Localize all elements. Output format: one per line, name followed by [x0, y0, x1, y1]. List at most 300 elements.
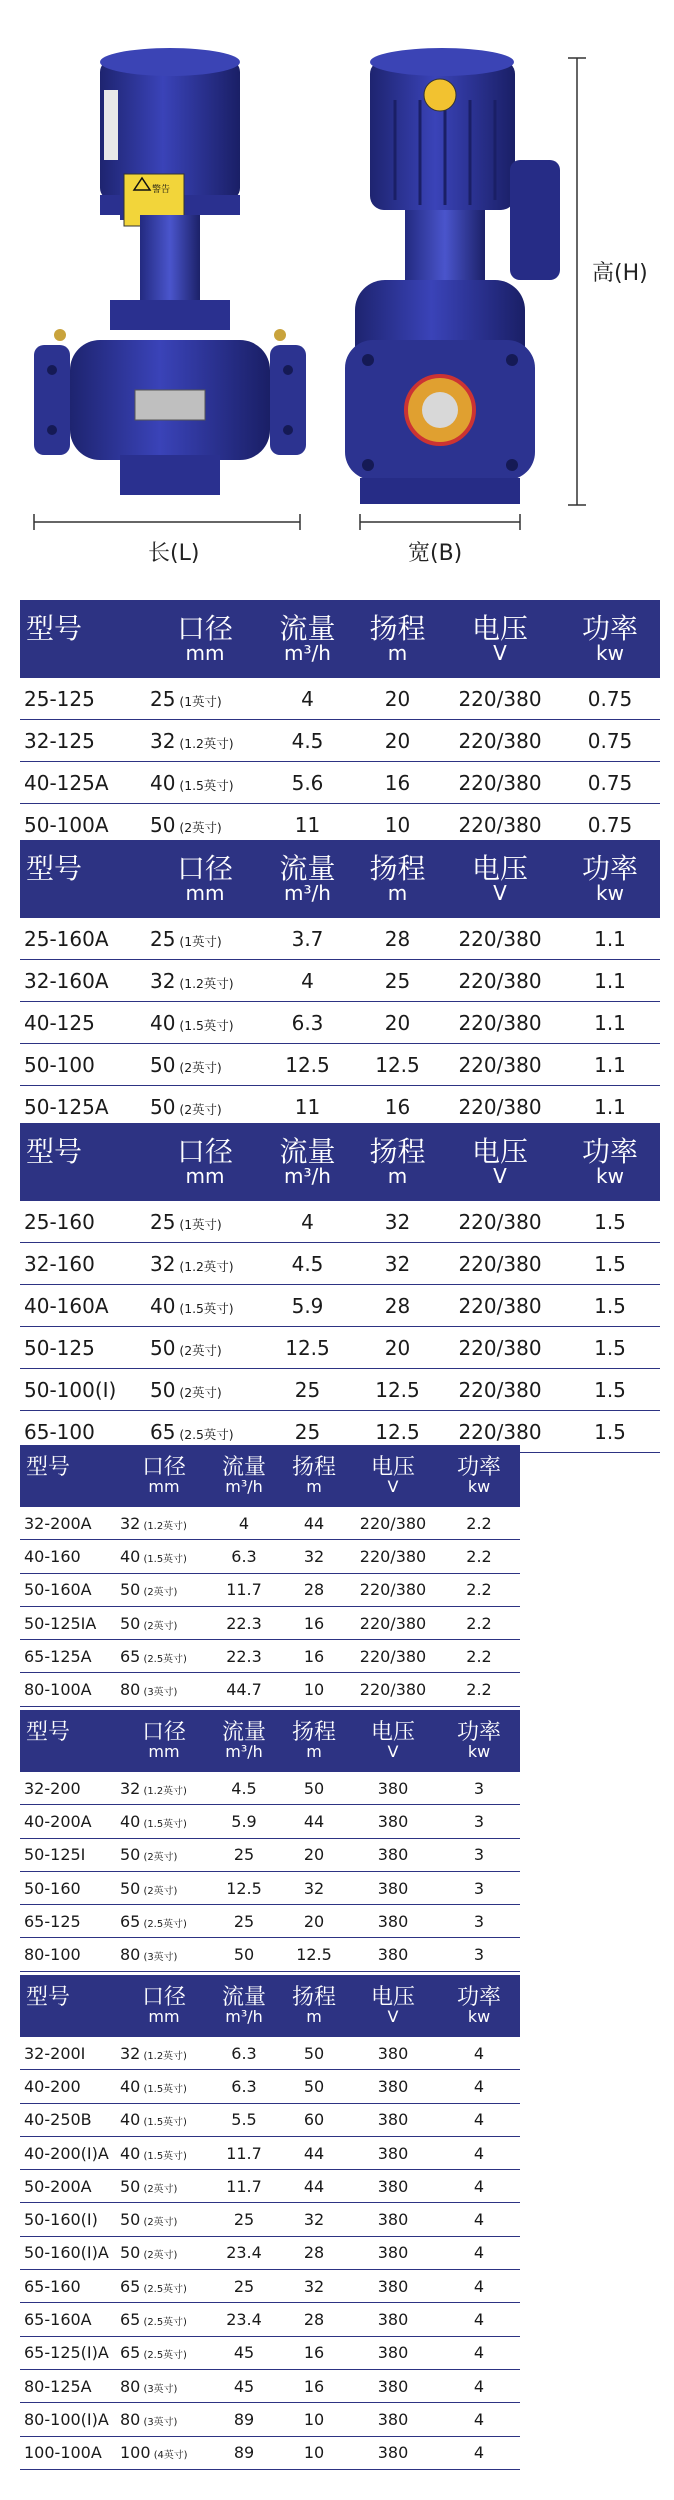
cell-head: 28 — [280, 2236, 348, 2269]
column-header-voltage-label: 电压 — [370, 1720, 415, 1746]
cell-flow: 22.3 — [208, 1640, 280, 1673]
cell-flow: 50 — [208, 1938, 280, 1971]
height-dimension-line — [568, 58, 586, 505]
cell-power: 1.5 — [560, 1411, 660, 1453]
cell-diameter-inch: (1.5英寸) — [140, 1553, 187, 1565]
column-header-flow-unit: m³/h — [225, 1742, 263, 1762]
cell-diameter-value: 32 — [150, 968, 176, 993]
cell-diameter-inch: (1.2英寸) — [175, 1258, 234, 1274]
cell-flow: 25 — [208, 2203, 280, 2236]
column-header-flow — [208, 1445, 280, 1507]
column-header-model-label: 型号 — [26, 611, 83, 645]
table-row — [20, 1772, 520, 1805]
cell-voltage: 220/380 — [440, 762, 560, 804]
cell-diameter — [120, 1838, 208, 1871]
column-header-flow-unit: m³/h — [225, 1477, 263, 1497]
cell-power: 1.5 — [560, 1201, 660, 1243]
table-row — [20, 2369, 520, 2402]
cell-diameter — [120, 1805, 208, 1838]
cell-flow: 4.5 — [260, 720, 355, 762]
column-header-head-label: 扬程 — [291, 1720, 336, 1746]
column-header-head — [280, 1710, 348, 1772]
cell-voltage: 220/380 — [440, 1327, 560, 1369]
cell-voltage: 220/380 — [440, 720, 560, 762]
cell-diameter — [120, 2070, 208, 2103]
cell-voltage: 220/380 — [440, 1086, 560, 1128]
cell-flow: 25 — [208, 1838, 280, 1871]
cell-diameter — [120, 2403, 208, 2436]
column-header-flow-label: 流量 — [279, 851, 336, 885]
cell-power: 3 — [438, 1838, 520, 1871]
cell-diameter-value: 50 — [120, 1580, 141, 1600]
cell-voltage: 380 — [348, 1805, 438, 1838]
cell-diameter-inch: (1.2英寸) — [140, 2050, 187, 2062]
cell-power: 2.2 — [438, 1606, 520, 1639]
column-header-power — [560, 600, 660, 678]
cell-model: 65-160A — [20, 2303, 120, 2336]
cell-diameter-inch: (2英寸) — [175, 1059, 222, 1075]
spec-table — [20, 1710, 520, 1972]
cell-diameter-inch: (2.5英寸) — [140, 1918, 187, 1930]
cell-voltage: 380 — [348, 2270, 438, 2303]
cell-power: 4 — [438, 2203, 520, 2236]
length-label: 长(L) — [148, 541, 200, 566]
warning-label-text: 警告 — [152, 185, 171, 195]
column-header-head-unit: m — [387, 1164, 408, 1189]
column-header-flow — [208, 1975, 280, 2037]
cell-power: 4 — [438, 2236, 520, 2269]
cell-flow: 3.7 — [260, 918, 355, 960]
column-header-diameter — [150, 840, 260, 918]
cell-power: 1.1 — [560, 1002, 660, 1044]
cell-diameter-inch: (1.5英寸) — [175, 1017, 234, 1033]
cell-head: 50 — [280, 1772, 348, 1805]
column-header-voltage — [348, 1975, 438, 2037]
cell-power: 4 — [438, 2170, 520, 2203]
cell-voltage: 220/380 — [440, 1002, 560, 1044]
cell-voltage: 220/380 — [348, 1640, 438, 1673]
cell-head: 20 — [355, 1002, 440, 1044]
column-header-model — [20, 1975, 120, 2037]
cell-flow: 6.3 — [208, 2070, 280, 2103]
cell-diameter — [150, 678, 260, 720]
pump-side-view — [345, 48, 560, 504]
column-header-flow-label: 流量 — [279, 1134, 336, 1168]
column-header-head-unit: m — [306, 2007, 322, 2027]
column-header-head — [355, 1123, 440, 1201]
cell-diameter-value: 50 — [150, 1094, 176, 1119]
column-header-power-unit: kw — [467, 1742, 491, 1762]
cell-diameter-value: 65 — [120, 2310, 141, 2330]
cell-voltage: 380 — [348, 2403, 438, 2436]
cell-voltage: 220/380 — [440, 1201, 560, 1243]
column-header-voltage — [440, 840, 560, 918]
table-row — [20, 2037, 520, 2070]
cell-diameter-value: 40 — [150, 1010, 176, 1035]
cell-head: 12.5 — [355, 1369, 440, 1411]
cell-diameter-inch: (2英寸) — [175, 819, 222, 835]
cell-power: 4 — [438, 2369, 520, 2402]
cell-model: 50-160A — [20, 1573, 120, 1606]
cell-power: 1.1 — [560, 1044, 660, 1086]
column-header-diameter-unit: mm — [148, 1742, 180, 1762]
cell-diameter — [150, 1086, 260, 1128]
cell-diameter-inch: (2英寸) — [140, 1620, 178, 1632]
cell-flow: 6.3 — [260, 1002, 355, 1044]
cell-diameter-inch: (1.5英寸) — [175, 1300, 234, 1316]
cell-power: 0.75 — [560, 804, 660, 846]
cell-head: 16 — [355, 1086, 440, 1128]
cell-diameter-inch: (1.5英寸) — [140, 2150, 187, 2162]
cell-voltage: 380 — [348, 2436, 438, 2469]
cell-voltage: 220/380 — [440, 1243, 560, 1285]
cell-head: 10 — [280, 2436, 348, 2469]
cell-flow: 4 — [260, 1201, 355, 1243]
cell-model: 50-160 — [20, 1871, 120, 1904]
cell-head: 10 — [355, 804, 440, 846]
cell-power: 3 — [438, 1938, 520, 1971]
cell-head: 44 — [280, 1805, 348, 1838]
column-header-voltage-unit: V — [387, 2007, 399, 2027]
cell-diameter-value: 32 — [120, 2043, 141, 2063]
cell-diameter — [120, 2336, 208, 2369]
table-row — [20, 1201, 660, 1243]
cell-power: 3 — [438, 1871, 520, 1904]
cell-diameter-value: 32 — [150, 728, 176, 753]
table-row — [20, 2336, 520, 2369]
cell-diameter — [120, 1606, 208, 1639]
cell-flow: 12.5 — [208, 1871, 280, 1904]
cell-voltage: 220/380 — [440, 1369, 560, 1411]
cell-model: 65-125(I)A — [20, 2336, 120, 2369]
cell-head: 12.5 — [355, 1411, 440, 1453]
cell-model: 32-160 — [20, 1243, 150, 1285]
cell-flow: 11.7 — [208, 2170, 280, 2203]
column-header-diameter-label: 口径 — [176, 851, 233, 885]
cell-diameter — [120, 1673, 208, 1706]
cell-diameter — [150, 1285, 260, 1327]
spec-table — [20, 600, 660, 846]
cell-voltage: 220/380 — [440, 804, 560, 846]
cell-head: 25 — [355, 960, 440, 1002]
cell-diameter — [120, 2037, 208, 2070]
cell-model: 25-160 — [20, 1201, 150, 1243]
cell-diameter-value: 40 — [120, 2076, 141, 2096]
cell-power: 2.2 — [438, 1673, 520, 1706]
cell-diameter-value: 40 — [120, 2143, 141, 2163]
header-spacer — [26, 1479, 120, 1496]
cell-model: 40-125A — [20, 762, 150, 804]
cell-diameter-inch: (2英寸) — [140, 1587, 178, 1599]
cell-voltage: 220/380 — [348, 1673, 438, 1706]
cell-voltage: 380 — [348, 2236, 438, 2269]
table-row — [20, 1507, 520, 1540]
column-header-diameter — [150, 600, 260, 678]
cell-head: 50 — [280, 2070, 348, 2103]
column-header-diameter-label: 口径 — [176, 1134, 233, 1168]
cell-diameter — [120, 1871, 208, 1904]
cell-flow: 5.9 — [208, 1805, 280, 1838]
column-header-head-unit: m — [306, 1477, 322, 1497]
column-header-head — [355, 600, 440, 678]
column-header-head — [280, 1975, 348, 2037]
cell-diameter-value: 50 — [120, 2176, 141, 2196]
cell-diameter-inch: (3英寸) — [140, 1952, 178, 1964]
spec-table — [20, 840, 660, 1128]
cell-diameter — [150, 1327, 260, 1369]
column-header-power — [560, 1123, 660, 1201]
cell-diameter-inch: (2.5英寸) — [140, 2350, 187, 2362]
cell-head: 16 — [355, 762, 440, 804]
column-header-flow-label: 流量 — [279, 611, 336, 645]
cell-flow: 23.4 — [208, 2303, 280, 2336]
cell-model: 50-100A — [20, 804, 150, 846]
cell-model: 32-125 — [20, 720, 150, 762]
cell-power: 2.2 — [438, 1640, 520, 1673]
table-row — [20, 960, 660, 1002]
cell-voltage: 380 — [348, 2203, 438, 2236]
cell-model: 32-200A — [20, 1507, 120, 1540]
cell-model: 40-200 — [20, 2070, 120, 2103]
table-row — [20, 2236, 520, 2269]
cell-diameter-value: 80 — [120, 1680, 141, 1700]
cell-flow: 11 — [260, 1086, 355, 1128]
table-row — [20, 1805, 520, 1838]
cell-flow: 4.5 — [208, 1772, 280, 1805]
table-header-row — [20, 1445, 520, 1507]
column-header-flow-label: 流量 — [221, 1455, 266, 1481]
cell-power: 2.2 — [438, 1573, 520, 1606]
cell-diameter-inch: (2英寸) — [140, 1852, 178, 1864]
cell-voltage: 220/380 — [440, 960, 560, 1002]
cell-model: 32-160A — [20, 960, 150, 1002]
cell-head: 32 — [280, 2203, 348, 2236]
cell-diameter-inch: (1.5英寸) — [175, 777, 234, 793]
column-header-model — [20, 600, 150, 678]
cell-voltage: 380 — [348, 2037, 438, 2070]
spec-table — [20, 1445, 520, 1707]
cell-flow: 4.5 — [260, 1243, 355, 1285]
cell-diameter-inch: (2.5英寸) — [140, 2283, 187, 2295]
cell-flow: 11.7 — [208, 1573, 280, 1606]
cell-diameter — [120, 2303, 208, 2336]
table-row — [20, 1044, 660, 1086]
cell-model: 80-125A — [20, 2369, 120, 2402]
column-header-flow-unit: m³/h — [284, 1164, 331, 1189]
cell-flow: 22.3 — [208, 1606, 280, 1639]
cell-power: 4 — [438, 2270, 520, 2303]
width-dimension-line — [360, 514, 520, 530]
cell-head: 44 — [280, 2136, 348, 2169]
column-header-power-unit: kw — [596, 641, 624, 666]
cell-model: 40-250B — [20, 2103, 120, 2136]
cell-diameter-inch: (2英寸) — [175, 1101, 222, 1117]
column-header-flow — [260, 840, 355, 918]
cell-diameter-value: 32 — [120, 1513, 141, 1533]
cell-model: 50-125A — [20, 1086, 150, 1128]
cell-flow: 45 — [208, 2369, 280, 2402]
table-row — [20, 1285, 660, 1327]
cell-model: 65-160 — [20, 2270, 120, 2303]
cell-voltage: 220/380 — [348, 1606, 438, 1639]
cell-flow: 4 — [260, 678, 355, 720]
table-row — [20, 2170, 520, 2203]
width-label: 宽(B) — [408, 541, 463, 566]
column-header-diameter-unit: mm — [185, 641, 225, 666]
cell-diameter — [120, 2170, 208, 2203]
table-header-row — [20, 1710, 520, 1772]
cell-flow: 89 — [208, 2403, 280, 2436]
cell-diameter-inch: (1.2英寸) — [140, 1785, 187, 1797]
cell-diameter-inch: (1.2英寸) — [175, 735, 234, 751]
column-header-model-label: 型号 — [26, 1985, 71, 2011]
column-header-voltage-unit: V — [493, 641, 507, 666]
table-row — [20, 1838, 520, 1871]
cell-flow: 45 — [208, 2336, 280, 2369]
column-header-head-unit: m — [387, 641, 408, 666]
cell-voltage: 380 — [348, 1871, 438, 1904]
column-header-head — [355, 840, 440, 918]
cell-model: 100-100A — [20, 2436, 120, 2469]
cell-diameter-value: 50 — [120, 2210, 141, 2230]
cell-head: 20 — [355, 720, 440, 762]
column-header-voltage-label: 电压 — [471, 611, 528, 645]
column-header-power — [560, 840, 660, 918]
spec-table — [20, 1975, 520, 2470]
cell-voltage: 380 — [348, 2170, 438, 2203]
cell-power: 4 — [438, 2436, 520, 2469]
column-header-model — [20, 840, 150, 918]
column-header-diameter-unit: mm — [185, 1164, 225, 1189]
cell-diameter — [120, 1507, 208, 1540]
cell-voltage: 380 — [348, 2303, 438, 2336]
cell-diameter-inch: (1.2英寸) — [140, 1520, 187, 1532]
cell-head: 16 — [280, 2336, 348, 2369]
cell-diameter-value: 65 — [120, 2276, 141, 2296]
cell-head: 60 — [280, 2103, 348, 2136]
cell-model: 65-125A — [20, 1640, 120, 1673]
cell-power: 1.5 — [560, 1327, 660, 1369]
cell-diameter-value: 80 — [120, 1945, 141, 1965]
column-header-diameter — [120, 1975, 208, 2037]
cell-voltage: 380 — [348, 1838, 438, 1871]
column-header-diameter-unit: mm — [185, 881, 225, 906]
cell-head: 20 — [280, 1838, 348, 1871]
cell-diameter-inch: (1英寸) — [175, 933, 222, 949]
cell-model: 25-125 — [20, 678, 150, 720]
cell-head: 10 — [280, 2403, 348, 2436]
cell-model: 40-160A — [20, 1285, 150, 1327]
cell-diameter — [120, 2369, 208, 2402]
cell-flow: 5.6 — [260, 762, 355, 804]
table-row — [20, 918, 660, 960]
column-header-model-label: 型号 — [26, 1455, 71, 1481]
cell-voltage: 220/380 — [348, 1507, 438, 1540]
column-header-power-unit: kw — [596, 881, 624, 906]
column-header-diameter-label: 口径 — [141, 1985, 186, 2011]
cell-diameter-value: 40 — [120, 1811, 141, 1831]
column-header-head-label: 扬程 — [369, 611, 426, 645]
cell-diameter-inch: (1英寸) — [175, 1216, 222, 1232]
table-row — [20, 2270, 520, 2303]
cell-diameter-inch: (2英寸) — [175, 1384, 222, 1400]
cell-flow: 5.5 — [208, 2103, 280, 2136]
cell-diameter-inch: (2英寸) — [140, 2183, 178, 2195]
column-header-diameter — [120, 1445, 208, 1507]
cell-diameter-inch: (2英寸) — [140, 2217, 178, 2229]
cell-diameter-value: 50 — [120, 2243, 141, 2263]
table-row — [20, 2136, 520, 2169]
cell-model: 40-200A — [20, 1805, 120, 1838]
column-header-power-label: 功率 — [456, 1455, 501, 1481]
cell-diameter — [120, 2436, 208, 2469]
table-row — [20, 2070, 520, 2103]
cell-power: 0.75 — [560, 720, 660, 762]
cell-diameter-inch: (2英寸) — [140, 2250, 178, 2262]
cell-head: 44 — [280, 1507, 348, 1540]
cell-flow: 12.5 — [260, 1044, 355, 1086]
cell-flow: 5.9 — [260, 1285, 355, 1327]
cell-diameter-value: 40 — [150, 770, 176, 795]
length-dimension-line — [34, 514, 300, 530]
cell-head: 20 — [355, 678, 440, 720]
cell-flow: 4 — [260, 960, 355, 1002]
cell-head: 32 — [280, 1540, 348, 1573]
cell-power: 3 — [438, 1805, 520, 1838]
column-header-voltage — [348, 1445, 438, 1507]
table-row — [20, 1938, 520, 1971]
cell-voltage: 380 — [348, 1905, 438, 1938]
cell-diameter-inch: (1.5英寸) — [140, 2083, 187, 2095]
column-header-voltage — [440, 600, 560, 678]
column-header-model — [20, 1123, 150, 1201]
column-header-power-label: 功率 — [581, 611, 638, 645]
column-header-voltage — [348, 1710, 438, 1772]
column-header-power-label: 功率 — [456, 1985, 501, 2011]
cell-model: 40-200(I)A — [20, 2136, 120, 2169]
cell-flow: 12.5 — [260, 1327, 355, 1369]
header-spacer — [26, 1744, 120, 1761]
cell-head: 44 — [280, 2170, 348, 2203]
column-header-voltage-label: 电压 — [370, 1985, 415, 2011]
cell-diameter — [120, 2270, 208, 2303]
cell-diameter-value: 40 — [120, 2110, 141, 2130]
column-header-power — [438, 1710, 520, 1772]
column-header-power-unit: kw — [467, 2007, 491, 2027]
cell-voltage: 380 — [348, 2136, 438, 2169]
table-row — [20, 1905, 520, 1938]
cell-power: 4 — [438, 2403, 520, 2436]
cell-diameter — [150, 918, 260, 960]
cell-diameter — [120, 1905, 208, 1938]
cell-voltage: 220/380 — [440, 1285, 560, 1327]
table-row — [20, 1327, 660, 1369]
table-row — [20, 1673, 520, 1706]
table-header-row — [20, 600, 660, 678]
column-header-flow-unit: m³/h — [284, 881, 331, 906]
cell-voltage: 380 — [348, 1772, 438, 1805]
cell-diameter-value: 65 — [120, 1911, 141, 1931]
cell-voltage: 380 — [348, 2336, 438, 2369]
cell-diameter-inch: (3英寸) — [140, 2416, 178, 2428]
column-header-voltage-unit: V — [493, 881, 507, 906]
cell-power: 4 — [438, 2136, 520, 2169]
cell-flow: 11 — [260, 804, 355, 846]
cell-diameter — [150, 1044, 260, 1086]
cell-diameter-value: 50 — [120, 1878, 141, 1898]
cell-flow: 89 — [208, 2436, 280, 2469]
cell-voltage: 380 — [348, 2103, 438, 2136]
